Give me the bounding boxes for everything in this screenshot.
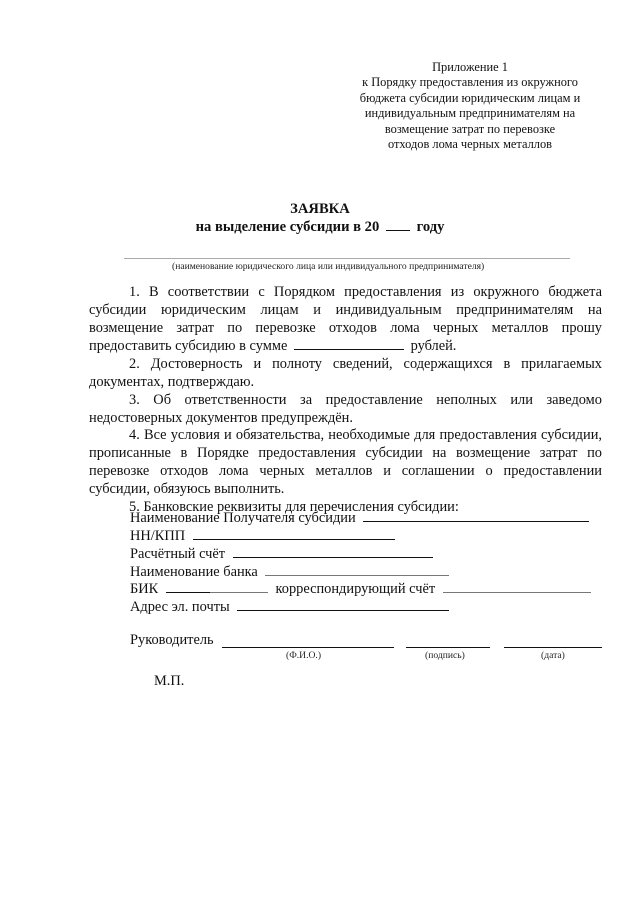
paragraph-1-line: возмещение затрат по перевозке отходов лома черных металлов прошу [89, 319, 602, 336]
recipient-name-field[interactable] [363, 509, 589, 522]
signature-line[interactable] [406, 647, 490, 648]
appendix-line: Приложение 1 [432, 60, 508, 74]
email-label: Адрес эл. почты [130, 599, 230, 615]
date-caption: (дата) [541, 650, 565, 661]
appendix-line: индивидуальным предпринимателям на [364, 106, 576, 121]
paragraph-5: 5. Банковские реквизиты для перечисления субсидии: [129, 498, 459, 515]
corr-account-label: корреспондирующий счёт [275, 581, 436, 597]
amount-blank[interactable] [294, 337, 404, 350]
date-line[interactable] [504, 647, 602, 648]
recipient-name-label: Наименование Получателя субсидии [130, 510, 356, 526]
account-field[interactable] [233, 545, 433, 558]
bank-name-row [130, 563, 449, 581]
head-label: Руководитель [130, 632, 214, 648]
amount-suffix: рублей. [410, 338, 457, 355]
bank-name-field[interactable] [265, 563, 449, 576]
paragraph-1 [89, 284, 602, 356]
inn-kpp-field[interactable] [193, 527, 395, 540]
appendix-line: к Порядку предоставления из окружного [362, 75, 578, 90]
account-label: Расчётный счёт [130, 546, 226, 562]
appendix-line: бюджета субсидии юридическим лицам и [359, 90, 581, 105]
appendix-block [340, 60, 600, 152]
bik-field[interactable] [166, 580, 210, 593]
amount-prefix: предоставить субсидию в сумме [89, 338, 288, 355]
fio-caption: (Ф.И.О.) [286, 650, 322, 661]
paragraph-1-line: 1. В соответствии с Порядком предоставления из окружного бюджета [129, 284, 602, 300]
paragraph-1-last-line [89, 337, 602, 356]
email-row [130, 598, 449, 616]
inn-kpp-row [130, 527, 395, 545]
account-row [130, 545, 433, 563]
signature-caption: (подпись) [425, 650, 465, 661]
paragraph-4: 4. Все условия и обязательства, необходимые для предоставления субсидии, прописанные в Порядке предоставления субсидии на возмещение затрат по перевозке отходов лома черных металлов и соглашении о предоставлении субсидии, обязуюсь выполнить. [89, 427, 602, 497]
body-text [89, 284, 602, 516]
fio-line[interactable] [222, 647, 394, 648]
bik-field-ext[interactable] [210, 580, 268, 593]
applicant-name-line[interactable] [124, 258, 570, 259]
appendix-line: возмещение затрат по перевозке [384, 121, 556, 136]
paragraph-2: 2. Достоверность и полноту сведений, содержащихся в прилагаемых документах, подтверждаю. [89, 356, 602, 390]
applicant-caption: (наименование юридического лица или индивидуального предпринимателя) [172, 261, 485, 272]
appendix-line: отходов лома черных металлов [387, 137, 553, 152]
bik-label: БИК [130, 581, 159, 597]
stamp-place: М.П. [154, 673, 185, 689]
paragraph-3: 3. Об ответственности за предоставление неполных или заведомо недостоверных документов предупреждён. [89, 391, 602, 426]
document-subtitle [0, 218, 640, 236]
subtitle-prefix: на выделение субсидии в 20 [195, 219, 380, 235]
corr-account-field[interactable] [443, 580, 591, 593]
inn-kpp-label: НН/КПП [130, 528, 186, 544]
year-blank[interactable] [386, 218, 410, 231]
document-title: ЗАЯВКА [290, 201, 350, 217]
bank-name-label: Наименование банка [130, 564, 258, 580]
paragraph-1-line: субсидии юридическим лицам и индивидуальным предпринимателям на [89, 301, 602, 318]
recipient-name-row [130, 509, 589, 527]
email-field[interactable] [237, 598, 449, 611]
bik-row [130, 580, 591, 598]
subtitle-suffix: году [416, 219, 445, 235]
